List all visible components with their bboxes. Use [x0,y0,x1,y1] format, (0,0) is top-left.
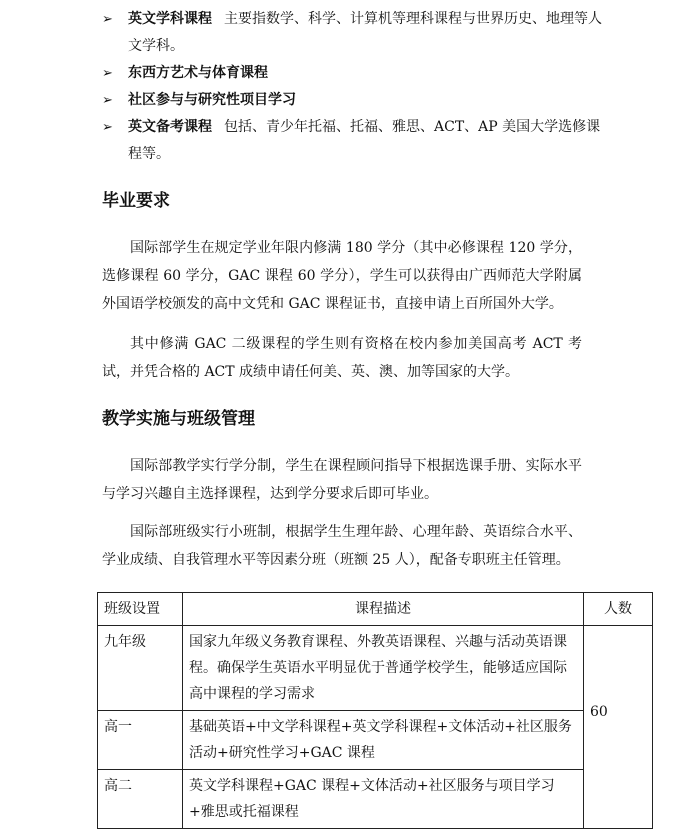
header-course-description: 课程描述 [183,593,584,626]
arrow-bullet-icon: ➢ [102,12,113,27]
student-count-cell [584,626,653,829]
bullet-english-subjects [102,6,602,60]
bullet-title: 英文备考课程 [128,119,212,135]
row-description: 基础英语+中文学科课程+英文学科课程+文体活动+社区服务活动+研究性学习+GAC 课程 [183,711,584,770]
teaching-paragraph-1: 国际部教学实行学分制，学生在课程顾问指导下根据选课手册、实际水平与学习兴趣自主选择课程，达到学分要求后即可毕业。 [102,458,582,502]
table-row [98,626,653,711]
bullet-title: 社区参与与研究性项目学习 [128,92,296,108]
arrow-bullet-icon: ➢ [102,93,113,108]
bullet-text: 主要指数学、科学、计算机等理科课程与世界历史、地理等人文学科。 [128,11,602,54]
row-description: 国家九年级义务教育课程、外教英语课程、兴趣与活动英语课程。确保学生英语水平明显优于普通学校学生，能够适应国际高中课程的学习需求 [183,626,584,711]
bullet-arts-sports [102,60,602,87]
header-student-count: 人数 [584,593,653,626]
table-header-row [98,593,653,626]
table-row [98,770,653,829]
course-bullet-list [102,6,602,168]
row-grade: 九年级 [98,626,183,711]
row-grade: 高一 [98,711,183,770]
graduation-paragraph-1: 国际部学生在规定学业年限内修满 180 学分（其中必修课程 120 学分，选修课程 60 学分，GAC 课程 60 学分），学生可以获得由广西师范大学附属外国语学校颁发的高中文凭和 GAC 课程证书，直接申请上百所国外大学。 [102,240,582,312]
bullet-test-prep [102,114,602,168]
graduation-paragraph-2: 其中修满 GAC 二级课程的学生则有资格在校内参加美国高考 ACT 考试，并凭合格的 ACT 成绩申请任何美、英、澳、加等国家的大学。 [102,336,582,380]
row-description: 英文学科课程+GAC 课程+文体活动+社区服务与项目学习+雅思或托福课程 [183,770,584,829]
arrow-bullet-icon: ➢ [102,120,113,135]
teaching-paragraph-2: 国际部班级实行小班制，根据学生生理年龄、心理年龄、英语综合水平、学业成绩、自我管理水平等因素分班（班额 25 人），配备专职班主任管理。 [102,524,582,568]
student-count-value: 60 [590,704,608,720]
bullet-text: 包括、青少年托福、托福、雅思、ACT、AP 美国大学选修课程等。 [128,119,601,162]
bullet-title: 英文学科课程 [128,11,212,27]
arrow-bullet-icon: ➢ [102,66,113,81]
bullet-community-research [102,87,602,114]
bullet-title: 东西方艺术与体育课程 [128,65,268,81]
table-row [98,711,653,770]
class-setup-table [97,592,653,829]
header-class-setup: 班级设置 [98,593,183,626]
graduation-heading: 毕业要求 [102,191,170,211]
teaching-heading: 教学实施与班级管理 [102,409,255,429]
row-grade: 高二 [98,770,183,829]
